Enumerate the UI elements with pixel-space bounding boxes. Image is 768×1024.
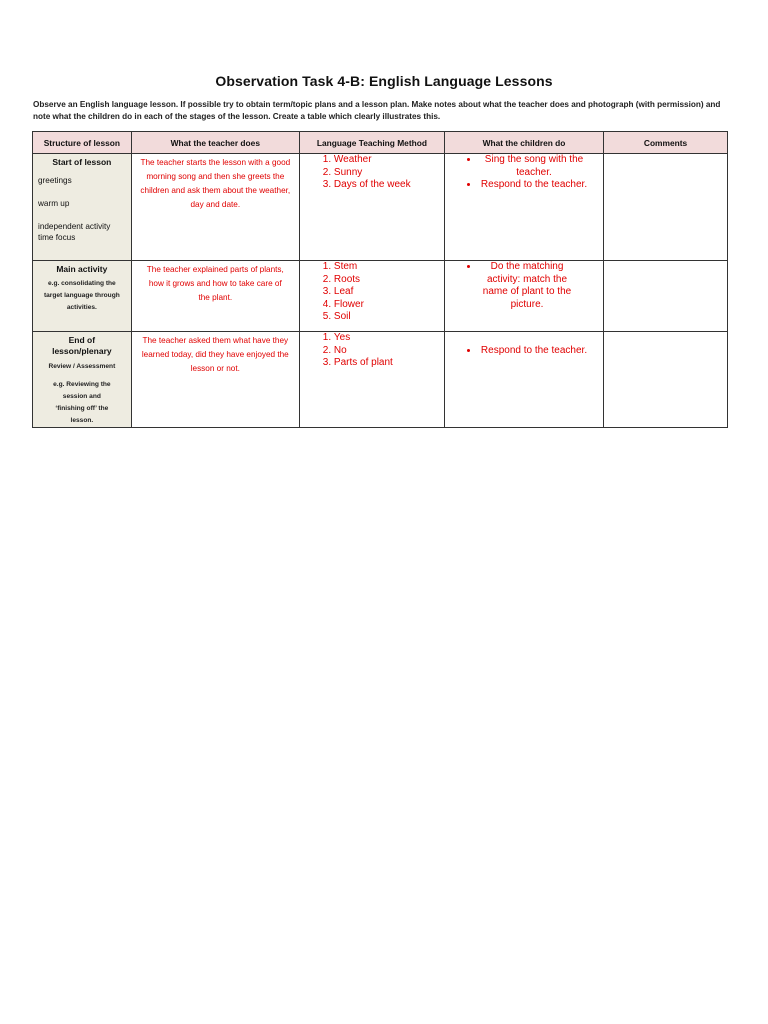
list-item: 3. Parts of plant (334, 357, 444, 370)
list-item: 2. Roots (334, 274, 444, 287)
teacher-notes: The teacher asked them what have they learned today, did they have enjoyed the lesson or not. (141, 336, 289, 373)
list-item: 3. Leaf (334, 286, 444, 299)
comments-cell[interactable] (604, 332, 728, 428)
document-title: Observation Task 4-B: English Language Lessons (215, 73, 553, 89)
stage-cell (33, 154, 132, 261)
stage-title: End of lesson/plenary (52, 335, 112, 356)
teacher-cell (131, 154, 299, 261)
list-item: • Respond to the teacher. (479, 179, 599, 192)
list-item: • Sing the song with the teacher. (479, 154, 599, 179)
stage-note: e.g. consolidating the target language through activities. (43, 280, 120, 311)
list-item: 2. Sunny (334, 167, 444, 180)
stage-item: independent activity time focus (38, 222, 111, 242)
stage-item: warm up (38, 199, 70, 208)
list-item: • Respond to the teacher. (479, 345, 599, 358)
list-item: 4. Flower (334, 299, 444, 312)
teacher-cell (131, 332, 299, 428)
teacher-cell (131, 261, 299, 332)
list-item: 3. Days of the week (334, 179, 444, 192)
table-row (33, 332, 728, 428)
method-cell (299, 154, 444, 261)
stage-cell (33, 332, 132, 428)
stage-title: Start of lesson (52, 157, 112, 167)
method-list (300, 332, 444, 370)
table-row (33, 261, 728, 332)
list-item: 1. Stem (334, 261, 444, 274)
stage-note: e.g. Reviewing the session and ‘finishing off’ the lesson. (53, 381, 111, 424)
list-item: 2. No (334, 345, 444, 358)
comments-cell[interactable] (604, 154, 728, 261)
teacher-notes: The teacher starts the lesson with a good morning song and then she greets the children and ask them about the weather, day and date. (140, 158, 291, 209)
children-list (445, 345, 603, 358)
children-list (445, 261, 603, 311)
stage-note: Review / Assessment (48, 363, 116, 370)
stage-title: Main activity (56, 264, 108, 274)
list-item: 1. Yes (334, 332, 444, 345)
header-teacher: What the teacher does (131, 132, 299, 154)
method-list (300, 154, 444, 192)
header-children: What the children do (444, 132, 603, 154)
task-instructions: Observe an English language lesson. If possible try to obtain term/topic plans and a lesson plan. Make notes about what the teacher does and photograph (with permission) and note what the children do in each of the stages of the lesson. Create a table which clearly illustrates this. (33, 100, 721, 121)
table-header-row (33, 132, 728, 154)
header-method: Language Teaching Method (299, 132, 444, 154)
list-item: • Do the matching activity: match the name of plant to the picture. (479, 261, 585, 311)
stage-item: greetings (38, 176, 72, 185)
children-list (445, 154, 603, 192)
table-row (33, 154, 728, 261)
method-list (300, 261, 444, 324)
list-item: 1. Weather (334, 154, 444, 167)
list-item: 5. Soil (334, 311, 444, 324)
method-cell (299, 332, 444, 428)
method-cell (299, 261, 444, 332)
children-cell (444, 261, 603, 332)
children-cell (444, 332, 603, 428)
observation-table (32, 131, 728, 428)
header-structure: Structure of lesson (33, 132, 132, 154)
header-comments: Comments (604, 132, 728, 154)
comments-cell[interactable] (604, 261, 728, 332)
children-cell (444, 154, 603, 261)
stage-cell (33, 261, 132, 332)
teacher-notes: The teacher explained parts of plants, how it grows and how to take care of the plant. (146, 265, 284, 302)
